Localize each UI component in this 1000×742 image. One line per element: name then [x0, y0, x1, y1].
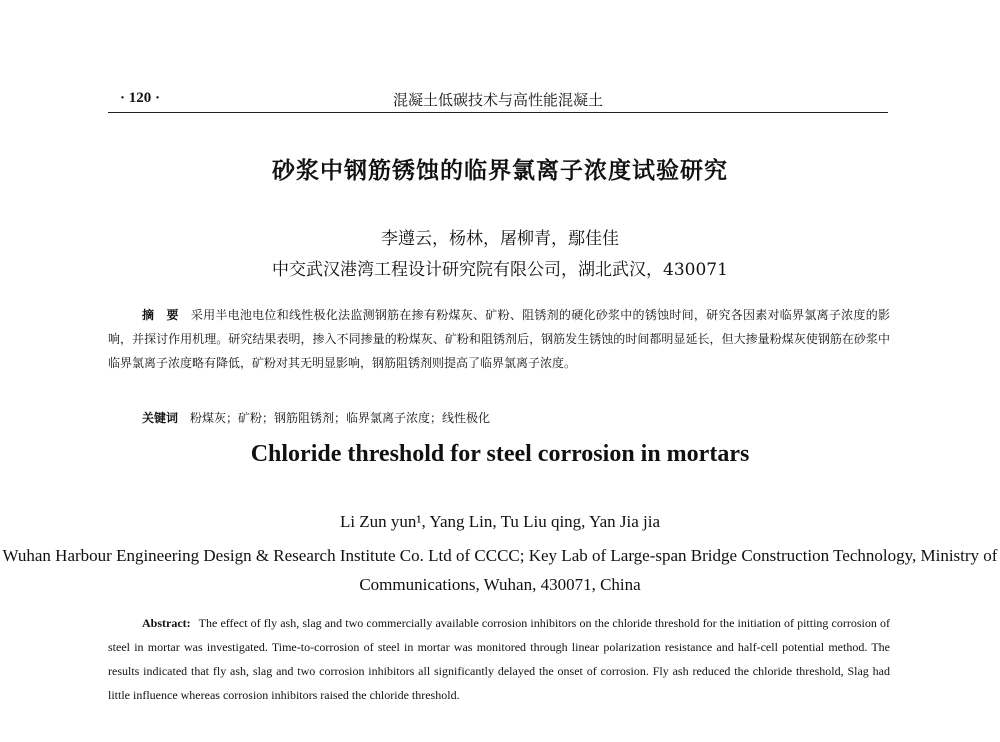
chinese-affiliation: 中交武汉港湾工程设计研究院有限公司，湖北武汉，430071 — [272, 260, 728, 280]
chinese-keywords — [142, 409, 490, 426]
english-abstract — [108, 611, 890, 707]
english-title: Chloride threshold for steel corrosion in mortars — [250, 441, 750, 467]
english-authors: Li Zun yun¹, Yang Lin, Tu Liu qing, Yan Jia jia — [339, 512, 661, 531]
english-abstract-text: The effect of fly ash, slag and two commercially available corrosion inhibitors on the chloride threshold for the initiation of pitting corrosion of steel in mortar was investigated. Time-to-corrosion of steel in mortar was monitored through linear polarization resistance and half-cell potential method. The results indicated that fly ash, slag and two corrosion inhibitors all significantly delayed the onset of corrosion. Fly ash reduced the chloride threshold, Slag had little influence whereas corrosion inhibitors raised the chloride threshold. — [108, 616, 890, 702]
chinese-abstract-text: 采用半电池电位和线性极化法监测钢筋在掺有粉煤灰、矿粉、阻锈剂的硬化砂浆中的锈蚀时间，研究各因素对临界氯离子浓度的影响，并探讨作用机理。研究结果表明，掺入不同掺量的粉煤灰、矿粉和阻锈剂后，钢筋发生锈蚀的时间都明显延长，但大掺量粉煤灰使钢筋在砂浆中临界氯离子浓度略有降低，矿粉对其无明显影响，钢筋阻锈剂则提高了临界氯离子浓度。 — [108, 308, 890, 370]
english-affiliation: Wuhan Harbour Engineering Design & Research Institute Co. Ltd of CCCC; Key Lab of Large-span Bridge Construction Technology, Ministry of Communications, Wuhan, 430071, China — [2, 546, 998, 594]
page-number: · 120 · — [120, 90, 161, 106]
chinese-keywords-text: 粉煤灰；矿粉；钢筋阻锈剂；临界氯离子浓度；线性极化 — [190, 411, 491, 425]
chinese-abstract-label: 摘 要 — [142, 308, 179, 322]
page-header — [108, 86, 888, 113]
chinese-authors: 李遵云，杨林，屠柳青，鄢佳佳 — [381, 229, 619, 249]
running-title: 混凝土低碳技术与高性能混凝土 — [392, 91, 603, 109]
english-abstract-label: Abstract: — [142, 616, 191, 630]
chinese-title: 砂浆中钢筋锈蚀的临界氯离子浓度试验研究 — [272, 158, 728, 184]
chinese-abstract — [108, 303, 890, 375]
chinese-keywords-label: 关键词 — [142, 411, 179, 425]
